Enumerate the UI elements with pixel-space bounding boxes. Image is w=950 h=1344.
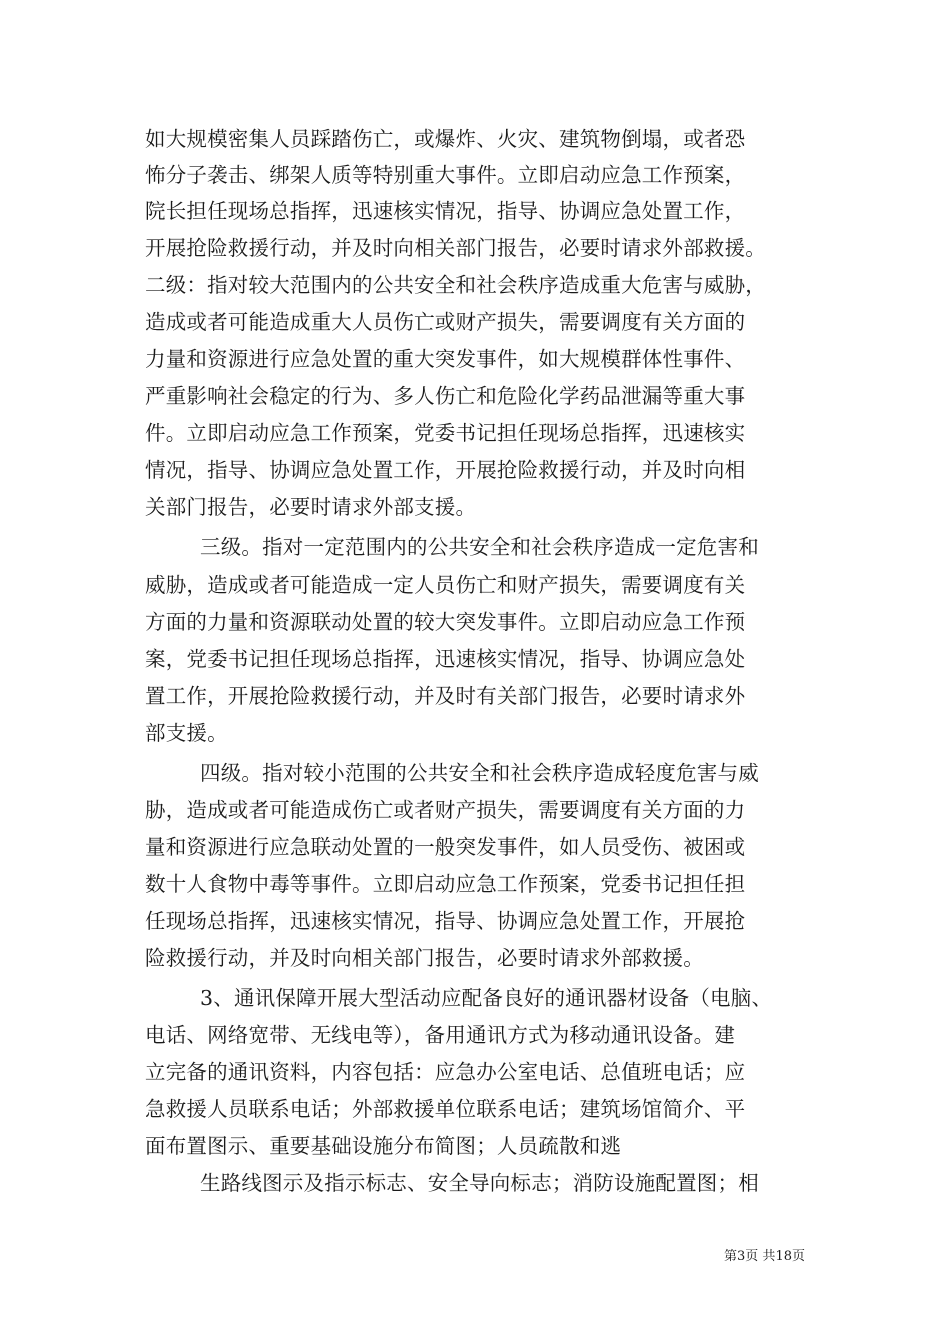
- body-line: 案，党委书记担任现场总指挥，迅速核实情况，指导、协调应急处: [145, 647, 746, 671]
- body-line: 造成或者可能造成重大人员伤亡或财产损失，需要调度有关方面的: [145, 310, 746, 334]
- body-line: 严重影响社会稳定的行为、多人伤亡和危险化学药品泄漏等重大事: [145, 384, 746, 408]
- body-line: 3、通讯保障开展大型活动应配备良好的通讯器材设备（电脑、: [200, 986, 773, 1010]
- body-line: 数十人食物中毒等事件。立即启动应急工作预案，党委书记担任担: [145, 872, 746, 896]
- body-line: 怖分子袭击、绑架人质等特别重大事件。立即启动应急工作预案，: [145, 163, 746, 187]
- body-line: 力量和资源进行应急处置的重大突发事件，如大规模群体性事件、: [145, 347, 746, 371]
- body-line: 方面的力量和资源联动处置的较大突发事件。立即启动应急工作预: [145, 610, 746, 634]
- body-line: 任现场总指挥，迅速核实情况，指导、协调应急处置工作，开展抢: [145, 909, 746, 933]
- body-line: 三级。指对一定范围内的公共安全和社会秩序造成一定危害和: [200, 535, 759, 559]
- body-line: 面布置图示、重要基础设施分布简图；人员疏散和逃: [145, 1134, 622, 1158]
- body-line: 量和资源进行应急联动处置的一般突发事件，如人员受伤、被困或: [145, 835, 746, 859]
- body-line: 情况，指导、协调应急处置工作，开展抢险救援行动，并及时向相: [145, 458, 746, 482]
- body-line: 二级：指对较大范围内的公共安全和社会秩序造成重大危害与威胁，: [145, 273, 766, 297]
- body-line: 置工作，开展抢险救援行动，并及时有关部门报告，必要时请求外: [145, 684, 746, 708]
- footer-suffix: 页: [791, 1249, 805, 1264]
- body-line: 电话、网络宽带、无线电等），备用通讯方式为移动通讯设备。建: [145, 1023, 736, 1047]
- page-footer: [724, 1248, 805, 1266]
- body-line: 四级。指对较小范围的公共安全和社会秩序造成轻度危害与威: [200, 761, 759, 785]
- body-line: 生路线图示及指示标志、安全导向标志；消防设施配置图；相: [200, 1171, 759, 1195]
- footer-prefix: 第: [724, 1249, 738, 1264]
- body-line: 关部门报告，必要时请求外部支援。: [145, 495, 477, 519]
- body-line: 如大规模密集人员踩踏伤亡，或爆炸、火灾、建筑物倒塌，或者恐: [145, 127, 746, 151]
- footer-middle: 页 共: [745, 1249, 776, 1264]
- body-line: 部支援。: [145, 721, 228, 745]
- body-line: 院长担任现场总指挥，迅速核实情况，指导、协调应急处置工作，: [145, 199, 746, 223]
- body-line: 急救援人员联系电话；外部救援单位联系电话；建筑场馆简介、平: [145, 1097, 746, 1121]
- body-line: 件。立即启动应急工作预案，党委书记担任现场总指挥，迅速核实: [145, 421, 746, 445]
- body-line: 立完备的通讯资料，内容包括：应急办公室电话、总值班电话；应: [145, 1060, 746, 1084]
- body-line: 开展抢险救援行动，并及时向相关部门报告，必要时请求外部救援。: [145, 236, 766, 260]
- body-line: 险救援行动，并及时向相关部门报告，必要时请求外部救援。: [145, 946, 704, 970]
- footer-total-pages: 18: [775, 1249, 792, 1264]
- body-line: 威胁，造成或者可能造成一定人员伤亡和财产损失，需要调度有关: [145, 573, 746, 597]
- footer-page-number: 3: [737, 1249, 746, 1264]
- body-line: 胁，造成或者可能造成伤亡或者财产损失，需要调度有关方面的力: [145, 798, 746, 822]
